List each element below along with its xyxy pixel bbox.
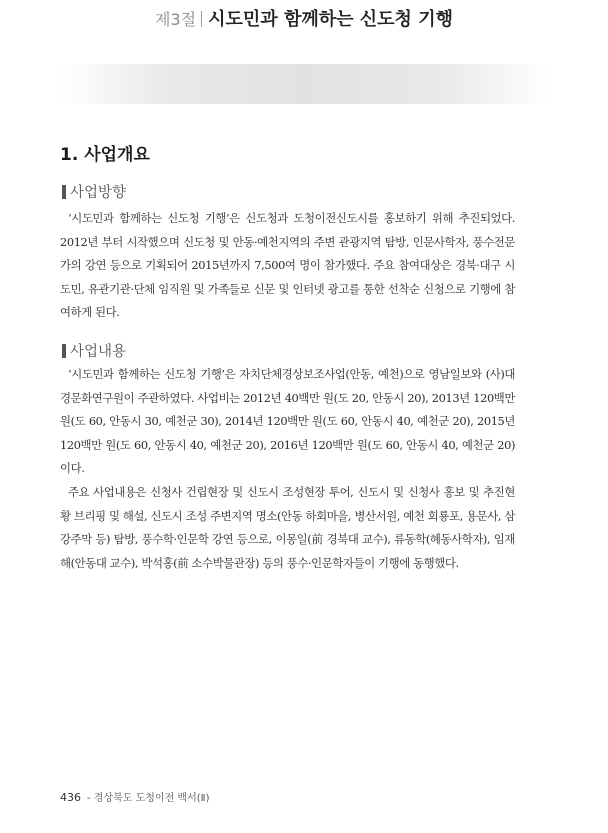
subsection-heading-direction (62, 181, 126, 202)
heading-marker-icon (62, 185, 66, 199)
subsection-heading-text: 사업방향 (70, 185, 127, 201)
chapter-name: 시도민과 함께하는 신도청 기행 (208, 9, 453, 30)
page-number: 436 (60, 791, 81, 804)
chapter-label: 제3절 (155, 10, 197, 29)
chapter-separator (201, 11, 202, 27)
section-heading: 1. 사업개요 (60, 145, 150, 165)
chapter-banner (60, 64, 548, 104)
subsection-heading-content (62, 340, 126, 361)
paragraph: 주요 사업내용은 신청사 건립현장 및 신도시 조성현장 투어, 신도시 및 신청사 홍보 및 추진현황 브리핑 및 해설, 신도시 조성 주변지역 명소(안동 하회마을, 병산서원, 예천 회룡포, 용문사, 삼강주막 등) 탐방, 풍수학·인문학 강연 등으로, 이몽일(前 경북대 교수), 류동학(혜동사학자), 임재해(안동대 교수), 박석홍(前 소수박물관장) 등의 풍수·인문학자들이 기행에 동행했다. (60, 485, 515, 570)
book-title: - 경상북도 도청이전 백서(Ⅱ) (87, 793, 210, 804)
chapter-title (0, 0, 608, 40)
heading-marker-icon (62, 344, 66, 358)
paragraph: ‘시도민과 함께하는 신도청 기행’은 자치단체경상보조사업(안동, 예천)으로 영남일보와 (사)대경문화연구원이 주관하였다. 사업비는 2012년 40백만 원(도 20, 안동시 20), 2013년 120백만 원(도 60, 안동시 30, 예천군 30), 2014년 120백만 원(도 60, 안동시 40, 예천군 20), 2015년 120백만 원(도 60, 안동시 40, 예천군 20), 2016년 120백만 원(도 60, 안동시 40, 예천군 20)이다. (60, 367, 515, 475)
paragraph: ‘시도민과 함께하는 신도청 기행’은 신도청과 도청이전신도시를 홍보하기 위해 추진되었다. 2012년 부터 시작했으며 신도청 및 안동·예천지역의 주변 관광지역 탐방, 인문사학자, 풍수전문가의 강연 등으로 기획되어 2015년까지 7,500여 명이 참가했다. 주요 참여대상은 경북·대구 시도민, 유관기관·단체 임직원 및 가족들로 신문 및 인터넷 광고를 통한 선착순 신청으로 기행에 참여하게 된다. (60, 211, 515, 319)
page-footer (60, 789, 209, 804)
subsection-heading-text: 사업내용 (70, 344, 127, 360)
